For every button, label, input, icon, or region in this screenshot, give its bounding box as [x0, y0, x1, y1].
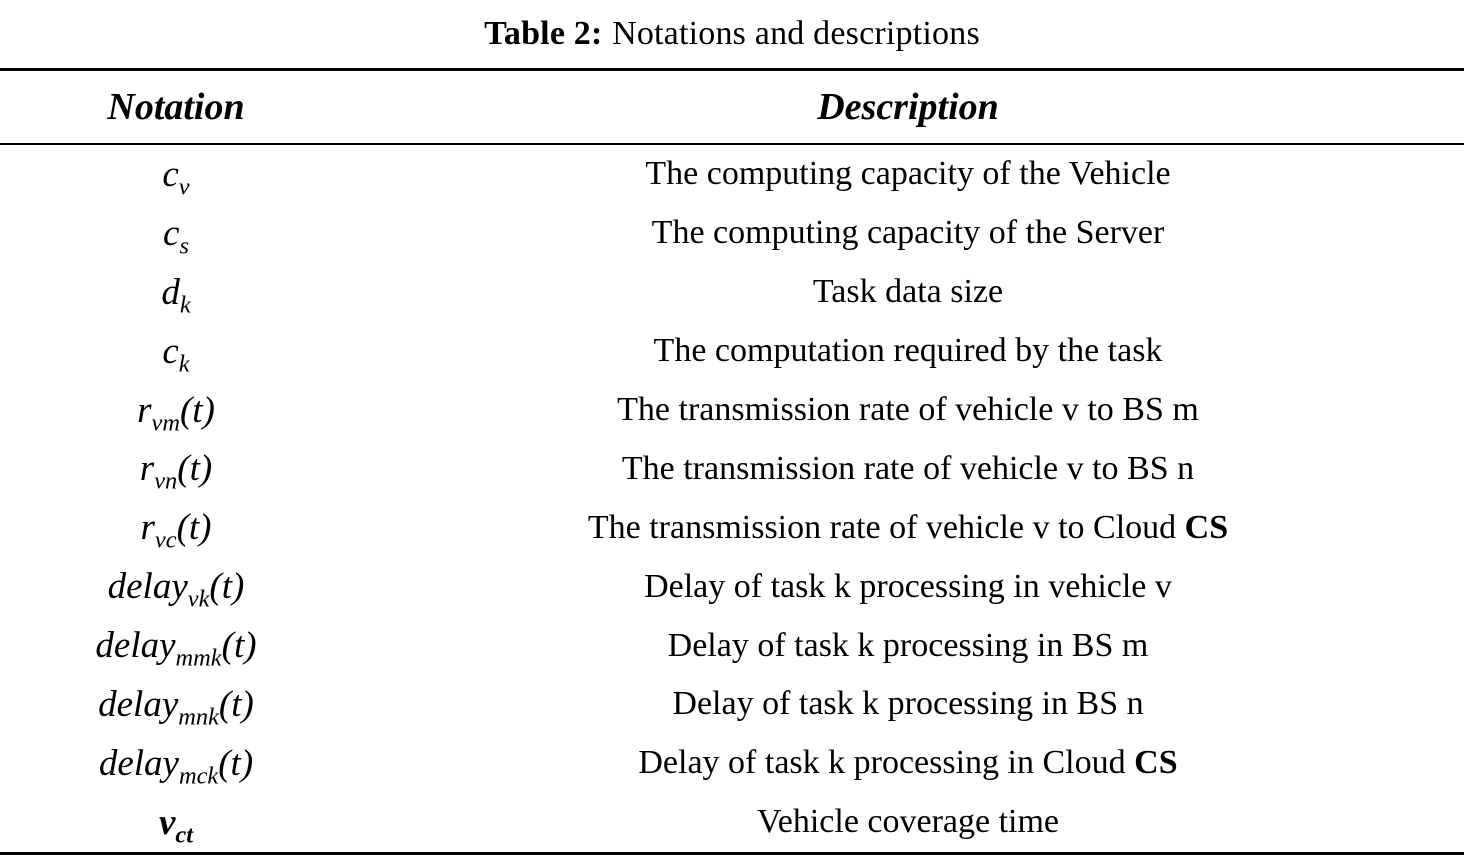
- table-row: [0, 616, 1464, 675]
- table-row: [0, 263, 1464, 322]
- description-cell: [352, 675, 1464, 734]
- table-header-row: [0, 70, 1464, 145]
- description-text: Vehicle coverage time: [756, 803, 1060, 841]
- table-caption: [0, 0, 1464, 68]
- math-symbol: $v_{ct}$: [158, 801, 194, 849]
- description-cell: [352, 793, 1464, 853]
- math-symbol: delay$_{mnk}$(t): [98, 683, 254, 731]
- table-row: [0, 557, 1464, 616]
- description-cell: [352, 263, 1464, 322]
- description-text: The transmission rate of vehicle v to BS n: [621, 449, 1195, 487]
- notation-cell: [0, 204, 352, 263]
- notations-table: [0, 68, 1464, 855]
- math-symbol: $c_s$: [163, 212, 189, 260]
- notation-cell: [0, 144, 352, 204]
- description-cell: [352, 498, 1464, 557]
- description-bold-text: CS: [1134, 744, 1178, 782]
- description-text: Delay of task k processing in Cloud: [638, 744, 1135, 782]
- description-text: The computation required by the task: [653, 332, 1163, 370]
- notation-cell: [0, 322, 352, 381]
- table-caption-label: Table 2:: [484, 15, 603, 52]
- math-symbol: delay$_{mck}$(t): [98, 742, 254, 790]
- description-column-header: Description: [352, 70, 1464, 145]
- notation-cell: [0, 557, 352, 616]
- math-symbol: $c_k$: [162, 330, 190, 377]
- math-symbol: $c_v$: [162, 153, 190, 201]
- table-row: [0, 675, 1464, 734]
- description-cell: [352, 381, 1464, 440]
- notation-cell: [0, 616, 352, 675]
- description-cell: [352, 322, 1464, 381]
- description-cell: [352, 144, 1464, 204]
- table-row: [0, 793, 1464, 853]
- notation-cell: [0, 381, 352, 440]
- notation-cell: [0, 734, 352, 793]
- notation-cell: [0, 498, 352, 557]
- description-cell: [352, 616, 1464, 675]
- math-symbol: delay$_{vk}$(t): [107, 566, 245, 613]
- notation-cell: [0, 793, 352, 853]
- table-row: [0, 204, 1464, 263]
- description-cell: [352, 557, 1464, 616]
- table-row: [0, 734, 1464, 793]
- description-text: Delay of task k processing in BS m: [667, 626, 1149, 664]
- table-row: [0, 498, 1464, 557]
- notation-cell: [0, 439, 352, 498]
- description-text: The computing capacity of the Vehicle: [645, 155, 1171, 193]
- description-text: Delay of task k processing in BS n: [672, 685, 1144, 723]
- math-symbol: $r_{vc}(t)$: [140, 507, 212, 554]
- math-symbol: $r_{vm}(t)$: [137, 389, 215, 436]
- description-cell: [352, 204, 1464, 263]
- description-text: The computing capacity of the Server: [651, 214, 1165, 252]
- notation-cell: [0, 675, 352, 734]
- math-symbol: $r_{vn}(t)$: [139, 448, 213, 495]
- description-text: Delay of task k processing in vehicle v: [644, 567, 1172, 605]
- notation-cell: [0, 263, 352, 322]
- math-symbol: delay$_{mmk}$(t): [95, 625, 257, 672]
- description-cell: [352, 439, 1464, 498]
- table-caption-text: Notations and descriptions: [612, 15, 980, 52]
- table-row: [0, 439, 1464, 498]
- description-text: The transmission rate of vehicle v to BS m: [617, 391, 1199, 428]
- table-row: [0, 381, 1464, 440]
- table-row: [0, 322, 1464, 381]
- math-symbol: $d_k$: [161, 271, 191, 319]
- description-cell: [352, 734, 1464, 793]
- description-text: Task data size: [812, 273, 1004, 311]
- notation-column-header: Notation: [0, 70, 352, 145]
- description-bold-text: CS: [1184, 508, 1229, 546]
- description-text: The transmission rate of vehicle v to Cloud: [587, 508, 1185, 546]
- table-row: [0, 144, 1464, 204]
